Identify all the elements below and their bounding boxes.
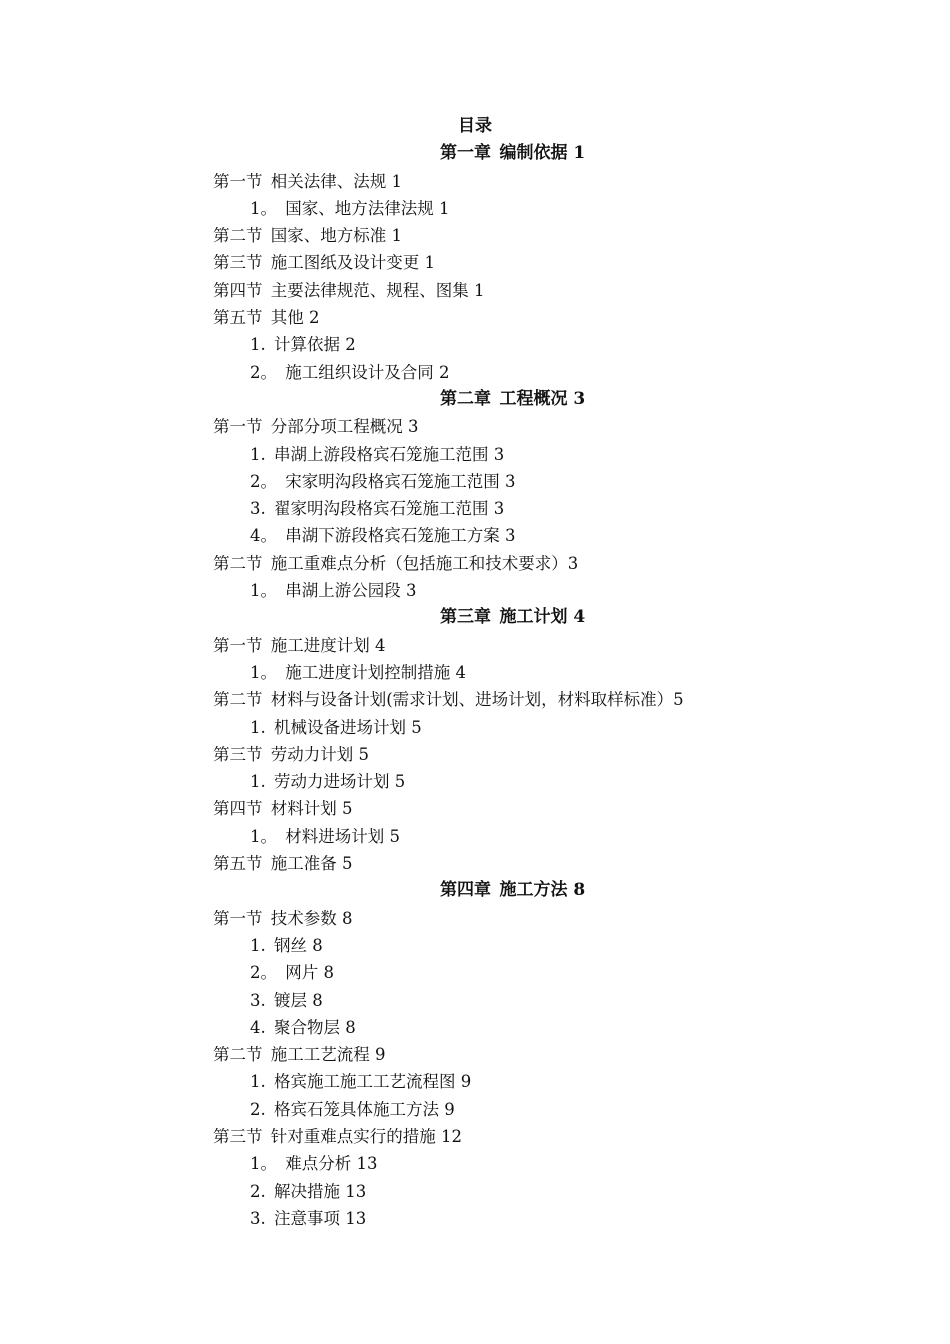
toc-entry-section[interactable] <box>0 222 950 249</box>
toc-entry-section[interactable] <box>0 795 950 822</box>
toc-entry-text: 镀层 8 <box>274 990 323 1010</box>
toc-entry-chapter[interactable] <box>0 386 950 413</box>
toc-entry-label: 第一节 <box>213 171 263 191</box>
toc-entry-label: 第二章 <box>440 388 491 409</box>
toc-entry-label: 3. <box>250 499 266 519</box>
toc-entry-text: 相关法律、法规 1 <box>270 171 402 191</box>
toc-entry-label: 4。 <box>250 526 277 546</box>
toc-entry-label: 第三节 <box>213 1126 263 1146</box>
toc-entry-label: 第一节 <box>213 908 263 928</box>
toc-entry-text: 串湖上游公园段 3 <box>285 581 417 601</box>
toc-entry-item[interactable] <box>0 1096 950 1123</box>
toc-entry-text: 格宾石笼具体施工方法 9 <box>274 1099 455 1119</box>
toc-entry-item[interactable] <box>0 441 950 468</box>
toc-entry-label: 1. <box>250 1072 266 1092</box>
toc-entry-label: 第四章 <box>440 880 491 901</box>
toc-entry-text: 宋家明沟段格宾石笼施工范围 3 <box>285 471 516 491</box>
toc-entry-chapter[interactable] <box>0 140 950 167</box>
toc-entry-item[interactable] <box>0 714 950 741</box>
toc-entry-item[interactable] <box>0 1068 950 1095</box>
toc-entry-label: 2。 <box>250 471 277 491</box>
toc-entry-item[interactable] <box>0 959 950 986</box>
toc-entry-section[interactable] <box>0 741 950 768</box>
toc-entry-section[interactable] <box>0 632 950 659</box>
toc-entry-section[interactable] <box>0 550 950 577</box>
toc-entry-label: 第三章 <box>440 607 491 628</box>
toc-entry-label: 1. <box>250 772 266 792</box>
toc-entry-label: 3. <box>250 1208 266 1228</box>
toc-entry-label: 2。 <box>250 362 277 382</box>
toc-entry-text: 注意事项 13 <box>274 1208 367 1228</box>
toc-entry-item[interactable] <box>0 823 950 850</box>
toc-entry-text: 其他 2 <box>270 308 320 328</box>
toc-entry-label: 第二节 <box>213 553 263 573</box>
toc-entry-label: 第三节 <box>213 744 263 764</box>
toc-entry-section[interactable] <box>0 249 950 276</box>
toc-entry-text: 聚合物层 8 <box>274 1017 356 1037</box>
toc-entry-item[interactable] <box>0 987 950 1014</box>
toc-entry-label: 第一节 <box>213 635 263 655</box>
toc-entry-label: 第二节 <box>213 690 263 710</box>
toc-entry-text: 难点分析 13 <box>285 1154 378 1174</box>
toc-entry-text: 劳动力计划 5 <box>270 744 369 764</box>
toc-entry-text: 施工进度计划 4 <box>270 635 386 655</box>
toc-entry-section[interactable] <box>0 304 950 331</box>
toc-entry-text: 钢丝 8 <box>274 935 323 955</box>
toc-entry-label: 第四节 <box>213 799 263 819</box>
toc-entry-label: 1. <box>250 717 266 737</box>
toc-entry-item[interactable] <box>0 468 950 495</box>
toc-entry-section[interactable] <box>0 413 950 440</box>
toc-entry-text: 施工方法 8 <box>499 880 586 901</box>
toc-entry-item[interactable] <box>0 522 950 549</box>
toc-entry-text: 解决措施 13 <box>274 1181 367 1201</box>
toc-entry-item[interactable] <box>0 495 950 522</box>
toc-entry-label: 1. <box>250 335 266 355</box>
toc-entry-label: 1。 <box>250 826 277 846</box>
toc-entry-label: 1。 <box>250 581 277 601</box>
toc-entry-text: 分部分项工程概况 3 <box>270 417 419 437</box>
toc-entry-text: 工程概况 3 <box>499 388 586 409</box>
toc-entry-label: 第一章 <box>440 143 491 164</box>
toc-entry-item[interactable] <box>0 1178 950 1205</box>
toc-entry-text: 劳动力进场计划 5 <box>274 772 406 792</box>
toc-entry-item[interactable] <box>0 768 950 795</box>
table-of-contents <box>0 113 950 1232</box>
toc-entry-label: 第五节 <box>213 308 263 328</box>
toc-entry-section[interactable] <box>0 850 950 877</box>
toc-entry-text: 机械设备进场计划 5 <box>274 717 422 737</box>
toc-entry-item[interactable] <box>0 932 950 959</box>
toc-entry-text: 施工重难点分析（包括施工和技术要求）3 <box>270 553 579 573</box>
toc-entry-section[interactable] <box>0 1041 950 1068</box>
toc-entry-text: 材料计划 5 <box>270 799 353 819</box>
toc-entry-text: 国家、地方法律法规 1 <box>285 198 450 218</box>
toc-entry-text: 网片 8 <box>285 963 334 983</box>
toc-entry-text: 翟家明沟段格宾石笼施工范围 3 <box>274 499 505 519</box>
toc-entry-label: 1。 <box>250 1154 277 1174</box>
toc-entry-text: 施工计划 4 <box>499 607 586 628</box>
toc-entry-label: 1。 <box>250 198 277 218</box>
toc-entry-label: 2。 <box>250 963 277 983</box>
toc-entry-item[interactable] <box>0 1205 950 1232</box>
toc-entry-text: 施工图纸及设计变更 1 <box>270 253 435 273</box>
toc-entry-label: 第一节 <box>213 417 263 437</box>
toc-entry-section[interactable] <box>0 905 950 932</box>
toc-entry-item[interactable] <box>0 577 950 604</box>
toc-entry-text: 材料与设备计划(需求计划、进场计划，材料取样标准）5 <box>270 690 684 710</box>
toc-entry-text: 施工准备 5 <box>270 854 353 874</box>
toc-entry-text: 施工进度计划控制措施 4 <box>285 662 466 682</box>
toc-entry-text: 编制依据 1 <box>499 143 586 164</box>
toc-entry-item[interactable] <box>0 195 950 222</box>
toc-entry-label: 第四节 <box>213 280 263 300</box>
toc-entry-section[interactable] <box>0 686 950 713</box>
toc-entry-item[interactable] <box>0 359 950 386</box>
toc-entry-section[interactable] <box>0 1123 950 1150</box>
toc-entry-label: 第二节 <box>213 226 263 246</box>
toc-entry-text: 主要法律规范、规程、图集 1 <box>270 280 485 300</box>
toc-entry-text: 施工工艺流程 9 <box>270 1045 386 1065</box>
toc-entry-text: 计算依据 2 <box>274 335 356 355</box>
toc-entry-text: 针对重难点实行的措施 12 <box>270 1126 462 1146</box>
toc-title: 目录 <box>458 116 492 136</box>
toc-entry-section[interactable] <box>0 277 950 304</box>
toc-entry-section[interactable] <box>0 168 950 195</box>
toc-entry-label: 1. <box>250 935 266 955</box>
toc-entry-text: 国家、地方标准 1 <box>270 226 402 246</box>
toc-entry-text: 材料进场计划 5 <box>285 826 400 846</box>
toc-entry-text: 串湖下游段格宾石笼施工方案 3 <box>285 526 516 546</box>
toc-entry-chapter[interactable] <box>0 604 950 631</box>
toc-entry-label: 第三节 <box>213 253 263 273</box>
toc-entry-item[interactable] <box>0 331 950 358</box>
toc-entry-label: 1。 <box>250 662 277 682</box>
toc-entry-label: 第二节 <box>213 1045 263 1065</box>
toc-entry-label: 2. <box>250 1181 266 1201</box>
toc-entries <box>0 140 950 1232</box>
toc-entry-text: 串湖上游段格宾石笼施工范围 3 <box>274 444 505 464</box>
toc-entry-label: 4. <box>250 1017 266 1037</box>
toc-entry-label: 1. <box>250 444 266 464</box>
toc-entry-label: 第五节 <box>213 854 263 874</box>
toc-entry-text: 施工组织设计及合同 2 <box>285 362 450 382</box>
toc-entry-text: 格宾施工施工工艺流程图 9 <box>274 1072 472 1092</box>
toc-entry-text: 技术参数 8 <box>270 908 353 928</box>
toc-entry-label: 3. <box>250 990 266 1010</box>
toc-entry-label: 2. <box>250 1099 266 1119</box>
toc-entry-item[interactable] <box>0 659 950 686</box>
toc-entry-item[interactable] <box>0 1150 950 1177</box>
toc-entry-item[interactable] <box>0 1014 950 1041</box>
toc-entry-chapter[interactable] <box>0 877 950 904</box>
